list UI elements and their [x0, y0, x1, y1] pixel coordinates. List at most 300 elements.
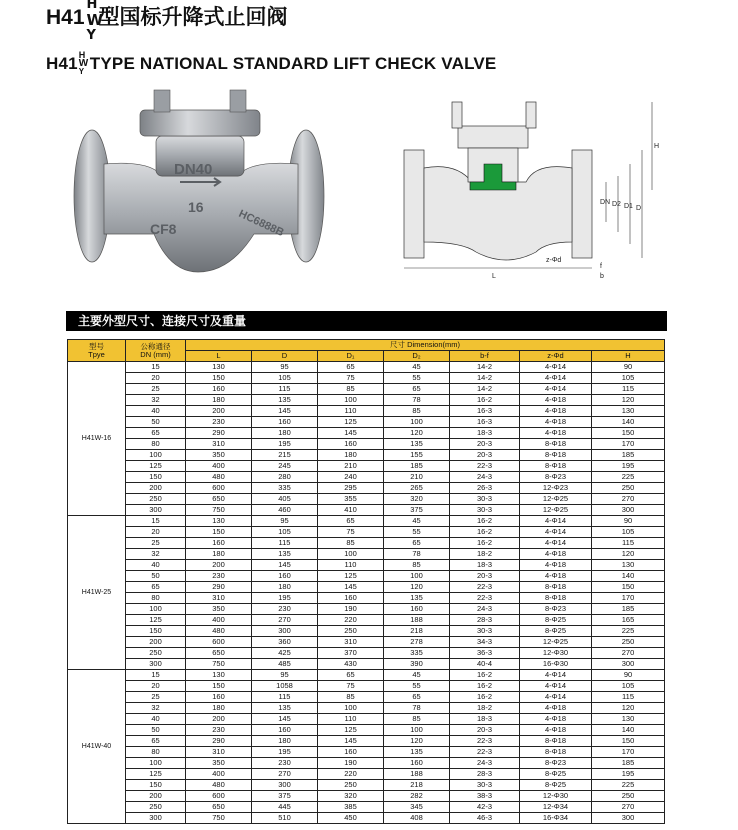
table-cell: 115	[252, 538, 318, 549]
table-cell: 300	[592, 505, 665, 516]
th-d1: D₁	[318, 351, 384, 362]
table-cell: 18-2	[450, 549, 520, 560]
th-h: H	[592, 351, 665, 362]
table-cell: 160	[384, 604, 450, 615]
table-cell: 510	[252, 813, 318, 824]
table-cell: 80	[126, 747, 186, 758]
table-cell: 125	[126, 615, 186, 626]
table-cell: 34-3	[450, 637, 520, 648]
table-cell: 320	[318, 791, 384, 802]
table-cell: 105	[592, 527, 665, 538]
table-cell: 185	[592, 758, 665, 769]
table-row	[68, 450, 665, 461]
table-cell: 115	[592, 692, 665, 703]
table-cell: 8-Φ25	[520, 780, 592, 791]
table-cell: 130	[186, 516, 252, 527]
table-cell: 100	[126, 604, 186, 615]
table-cell: 20	[126, 681, 186, 692]
table-cell: 55	[384, 681, 450, 692]
table-cell: 4-Φ14	[520, 362, 592, 373]
table-cell: 215	[252, 450, 318, 461]
svg-text:b: b	[600, 273, 604, 280]
table-cell: 65	[384, 692, 450, 703]
table-cell: 120	[592, 549, 665, 560]
table-cell: 45	[384, 516, 450, 527]
table-row	[68, 703, 665, 714]
table-cell: 4-Φ18	[520, 406, 592, 417]
table-cell: 16-2	[450, 670, 520, 681]
th-dimension: 尺寸 Dimension(mm)	[186, 340, 665, 351]
table-row	[68, 439, 665, 450]
title-en-text: TYPE NATIONAL STANDARD LIFT CHECK VALVE	[89, 54, 497, 73]
table-cell: 145	[252, 714, 318, 725]
table-cell: 8-Φ18	[520, 747, 592, 758]
table-cell: 8-Φ23	[520, 472, 592, 483]
table-cell: 750	[186, 505, 252, 516]
table-cell: 300	[592, 659, 665, 670]
th-zd: z-Φd	[520, 351, 592, 362]
svg-text:D2: D2	[612, 201, 621, 208]
table-cell: 160	[186, 692, 252, 703]
table-cell: 20-3	[450, 450, 520, 461]
table-cell: 4-Φ14	[520, 384, 592, 395]
table-cell: 200	[126, 637, 186, 648]
table-cell: 300	[126, 813, 186, 824]
table-cell: 188	[384, 769, 450, 780]
table-cell: 135	[252, 395, 318, 406]
table-cell: 12-Φ30	[520, 648, 592, 659]
table-cell: 265	[384, 483, 450, 494]
table-cell: 16-3	[450, 406, 520, 417]
svg-text:D1: D1	[624, 203, 633, 210]
table-cell: 218	[384, 780, 450, 791]
table-row	[68, 549, 665, 560]
table-cell: 125	[318, 571, 384, 582]
table-cell: 15	[126, 516, 186, 527]
table-cell: 130	[186, 670, 252, 681]
table-cell: 85	[384, 406, 450, 417]
table-cell: 38-3	[450, 791, 520, 802]
table-cell: 190	[318, 604, 384, 615]
table-cell: 80	[126, 439, 186, 450]
table-cell: 300	[592, 813, 665, 824]
table-row	[68, 747, 665, 758]
table-cell: 100	[384, 571, 450, 582]
table-row	[68, 516, 665, 527]
table-cell: 110	[318, 560, 384, 571]
table-cell: 110	[318, 714, 384, 725]
table-cell: 165	[592, 615, 665, 626]
table-cell: 230	[186, 571, 252, 582]
svg-text:L: L	[492, 273, 496, 280]
table-cell: 25	[126, 384, 186, 395]
table-row	[68, 428, 665, 439]
table-cell: 4-Φ18	[520, 703, 592, 714]
table-cell: 180	[186, 395, 252, 406]
table-cell: 300	[126, 505, 186, 516]
table-cell: 75	[318, 681, 384, 692]
table-cell: 250	[126, 648, 186, 659]
table-cell: 100	[318, 549, 384, 560]
table-cell: 4-Φ18	[520, 725, 592, 736]
table-cell: 4-Φ14	[520, 670, 592, 681]
table-cell: 140	[592, 417, 665, 428]
table-cell: 18-3	[450, 714, 520, 725]
table-cell: 4-Φ18	[520, 560, 592, 571]
table-cell: 100	[126, 450, 186, 461]
th-bf: b-f	[450, 351, 520, 362]
table-cell: 20	[126, 527, 186, 538]
table-cell: 120	[384, 736, 450, 747]
table-row	[68, 604, 665, 615]
table-cell: 4-Φ14	[520, 527, 592, 538]
table-cell: 100	[384, 725, 450, 736]
table-cell: 180	[252, 736, 318, 747]
table-cell: 110	[318, 406, 384, 417]
table-cell: 22-3	[450, 593, 520, 604]
table-cell: 8-Φ25	[520, 626, 592, 637]
title-english: H41 H W Y TYPE NATIONAL STANDARD LIFT CHECK VALVE	[46, 50, 497, 76]
table-cell: 85	[318, 692, 384, 703]
table-cell: 270	[592, 648, 665, 659]
table-row	[68, 417, 665, 428]
table-cell: 85	[318, 384, 384, 395]
table-cell: 8-Φ18	[520, 439, 592, 450]
table-cell: 100	[318, 703, 384, 714]
table-cell: 95	[252, 516, 318, 527]
table-row	[68, 758, 665, 769]
table-cell: 90	[592, 362, 665, 373]
table-cell: 270	[252, 769, 318, 780]
table-cell: 14-2	[450, 362, 520, 373]
table-cell: 15	[126, 670, 186, 681]
table-cell: 225	[592, 472, 665, 483]
table-cell: 30-3	[450, 494, 520, 505]
table-row	[68, 791, 665, 802]
table-cell: 180	[252, 582, 318, 593]
table-cell: 160	[384, 758, 450, 769]
th-dn: 公称通径 DN (mm)	[126, 340, 186, 362]
table-cell: 480	[186, 472, 252, 483]
table-cell: 150	[126, 626, 186, 637]
table-cell: 14-2	[450, 373, 520, 384]
table-cell: 130	[592, 560, 665, 571]
table-cell: 22-3	[450, 747, 520, 758]
type-cell: H41W-16	[68, 362, 126, 516]
table-cell: 295	[318, 483, 384, 494]
th-d: D	[252, 351, 318, 362]
page-header	[46, 0, 497, 76]
table-cell: 4-Φ14	[520, 538, 592, 549]
model-code-stack: H W Y	[86, 0, 104, 43]
table-cell: 22-3	[450, 736, 520, 747]
table-cell: 650	[186, 494, 252, 505]
table-cell: 150	[592, 736, 665, 747]
table-cell: 65	[384, 538, 450, 549]
table-cell: 130	[592, 406, 665, 417]
table-cell: 310	[318, 637, 384, 648]
table-row	[68, 659, 665, 670]
table-cell: 65	[318, 516, 384, 527]
table-row	[68, 505, 665, 516]
body-mark-dn: DN40	[174, 161, 213, 178]
table-row	[68, 593, 665, 604]
dimension-table	[67, 339, 665, 824]
table-cell: 278	[384, 637, 450, 648]
table-cell: 250	[592, 791, 665, 802]
table-cell: 4-Φ18	[520, 417, 592, 428]
table-cell: 445	[252, 802, 318, 813]
body-mark-material: CF8	[150, 221, 177, 237]
table-cell: 160	[186, 384, 252, 395]
table-cell: 650	[186, 802, 252, 813]
table-cell: 4-Φ18	[520, 549, 592, 560]
table-cell: 195	[252, 439, 318, 450]
table-cell: 95	[252, 670, 318, 681]
table-cell: 290	[186, 428, 252, 439]
body-mark-pressure: 16	[188, 199, 204, 215]
table-cell: 125	[318, 417, 384, 428]
table-cell: 30-3	[450, 780, 520, 791]
table-cell: 425	[252, 648, 318, 659]
table-cell: 195	[252, 747, 318, 758]
table-cell: 135	[252, 549, 318, 560]
table-cell: 16-2	[450, 527, 520, 538]
table-cell: 12-Φ25	[520, 494, 592, 505]
table-cell: 85	[384, 560, 450, 571]
table-cell: 145	[252, 560, 318, 571]
table-cell: 45	[384, 670, 450, 681]
table-row	[68, 670, 665, 681]
table-cell: 160	[252, 417, 318, 428]
table-cell: 485	[252, 659, 318, 670]
table-cell: 90	[592, 516, 665, 527]
table-cell: 78	[384, 703, 450, 714]
table-cell: 200	[186, 560, 252, 571]
table-row	[68, 736, 665, 747]
table-cell: 290	[186, 736, 252, 747]
table-cell: 410	[318, 505, 384, 516]
table-cell: 160	[318, 593, 384, 604]
table-cell: 150	[186, 373, 252, 384]
table-cell: 400	[186, 461, 252, 472]
table-cell: 18-3	[450, 428, 520, 439]
valve-drawing	[396, 92, 686, 287]
table-cell: 22-3	[450, 582, 520, 593]
table-cell: 26-3	[450, 483, 520, 494]
table-cell: 4-Φ18	[520, 428, 592, 439]
table-row	[68, 472, 665, 483]
table-cell: 4-Φ14	[520, 373, 592, 384]
table-cell: 600	[186, 483, 252, 494]
table-cell: 16-Φ34	[520, 813, 592, 824]
table-cell: 160	[252, 725, 318, 736]
table-cell: 8-Φ18	[520, 593, 592, 604]
table-cell: 230	[252, 758, 318, 769]
table-cell: 225	[592, 626, 665, 637]
table-cell: 320	[384, 494, 450, 505]
table-cell: 600	[186, 791, 252, 802]
table-cell: 78	[384, 395, 450, 406]
table-cell: 750	[186, 659, 252, 670]
section-title: 主要外型尺寸、连接尺寸及重量	[66, 311, 667, 331]
table-cell: 8-Φ18	[520, 461, 592, 472]
table-cell: 75	[318, 527, 384, 538]
table-row	[68, 769, 665, 780]
table-cell: 95	[252, 362, 318, 373]
table-cell: 355	[318, 494, 384, 505]
type-cell: H41W-25	[68, 516, 126, 670]
table-cell: 188	[384, 615, 450, 626]
table-cell: 310	[186, 747, 252, 758]
table-cell: 150	[592, 582, 665, 593]
table-cell: 115	[592, 384, 665, 395]
table-row	[68, 615, 665, 626]
table-cell: 200	[126, 791, 186, 802]
table-cell: 225	[592, 780, 665, 791]
table-cell: 20-3	[450, 725, 520, 736]
table-cell: 18-3	[450, 560, 520, 571]
table-cell: 125	[318, 725, 384, 736]
table-cell: 145	[252, 406, 318, 417]
table-row	[68, 362, 665, 373]
table-cell: 105	[592, 681, 665, 692]
table-cell: 375	[252, 791, 318, 802]
title-chinese	[46, 0, 288, 50]
table-cell: 300	[252, 626, 318, 637]
table-cell: 65	[384, 384, 450, 395]
table-cell: 12-Φ23	[520, 483, 592, 494]
table-cell: 210	[384, 472, 450, 483]
table-cell: 120	[384, 428, 450, 439]
table-cell: 75	[318, 373, 384, 384]
table-cell: 200	[126, 483, 186, 494]
table-cell: 345	[384, 802, 450, 813]
table-cell: 46-3	[450, 813, 520, 824]
table-cell: 65	[126, 428, 186, 439]
table-cell: 65	[318, 362, 384, 373]
table-cell: 18-2	[450, 703, 520, 714]
table-cell: 65	[318, 670, 384, 681]
table-cell: 430	[318, 659, 384, 670]
table-cell: 16-2	[450, 692, 520, 703]
table-cell: 190	[318, 758, 384, 769]
table-cell: 200	[186, 714, 252, 725]
table-cell: 78	[384, 549, 450, 560]
table-cell: 4-Φ18	[520, 395, 592, 406]
table-cell: 16-2	[450, 395, 520, 406]
table-row	[68, 527, 665, 538]
table-cell: 20-3	[450, 439, 520, 450]
table-cell: 115	[252, 692, 318, 703]
table-cell: 185	[384, 461, 450, 472]
table-cell: 150	[126, 780, 186, 791]
table-cell: 335	[252, 483, 318, 494]
table-cell: 16-3	[450, 417, 520, 428]
table-row	[68, 384, 665, 395]
table-cell: 750	[186, 813, 252, 824]
svg-text:z-Φd: z-Φd	[546, 257, 562, 264]
svg-text:f: f	[600, 263, 602, 270]
table-cell: 250	[592, 637, 665, 648]
table-cell: 22-3	[450, 461, 520, 472]
table-cell: 390	[384, 659, 450, 670]
table-cell: 30-3	[450, 626, 520, 637]
table-cell: 120	[592, 395, 665, 406]
table-cell: 8-Φ23	[520, 604, 592, 615]
table-cell: 125	[126, 461, 186, 472]
table-cell: 310	[186, 439, 252, 450]
table-cell: 120	[384, 582, 450, 593]
table-cell: 145	[318, 736, 384, 747]
table-cell: 600	[186, 637, 252, 648]
table-cell: 36-3	[450, 648, 520, 659]
table-cell: 32	[126, 703, 186, 714]
table-cell: 32	[126, 395, 186, 406]
table-cell: 170	[592, 439, 665, 450]
table-cell: 115	[592, 538, 665, 549]
table-cell: 100	[126, 758, 186, 769]
title-cn-text: 型国标升降式止回阀	[98, 5, 288, 29]
table-row	[68, 637, 665, 648]
table-cell: 185	[592, 450, 665, 461]
table-cell: 350	[186, 604, 252, 615]
table-cell: 4-Φ18	[520, 714, 592, 725]
table-cell: 16-Φ30	[520, 659, 592, 670]
table-cell: 245	[252, 461, 318, 472]
table-cell: 150	[592, 428, 665, 439]
table-cell: 290	[186, 582, 252, 593]
table-cell: 350	[186, 758, 252, 769]
table-cell: 16-2	[450, 681, 520, 692]
table-cell: 25	[126, 692, 186, 703]
table-cell: 180	[252, 428, 318, 439]
table-cell: 130	[186, 362, 252, 373]
table-row	[68, 494, 665, 505]
table-row	[68, 802, 665, 813]
table-cell: 360	[252, 637, 318, 648]
table-cell: 460	[252, 505, 318, 516]
table-cell: 270	[592, 494, 665, 505]
table-row	[68, 373, 665, 384]
table-cell: 1058	[252, 681, 318, 692]
table-cell: 170	[592, 747, 665, 758]
table-cell: 135	[384, 747, 450, 758]
table-cell: 4-Φ18	[520, 571, 592, 582]
table-cell: 16-2	[450, 516, 520, 527]
table-cell: 30-3	[450, 505, 520, 516]
table-cell: 160	[186, 538, 252, 549]
table-cell: 24-3	[450, 472, 520, 483]
table-cell: 40	[126, 560, 186, 571]
table-cell: 480	[186, 780, 252, 791]
table-cell: 408	[384, 813, 450, 824]
table-cell: 40-4	[450, 659, 520, 670]
table-cell: 250	[126, 802, 186, 813]
table-cell: 335	[384, 648, 450, 659]
table-row	[68, 626, 665, 637]
table-cell: 8-Φ25	[520, 769, 592, 780]
table-cell: 12-Φ34	[520, 802, 592, 813]
table-cell: 230	[252, 604, 318, 615]
table-cell: 145	[318, 582, 384, 593]
table-row	[68, 692, 665, 703]
model-code: H41	[46, 6, 85, 29]
table-row	[68, 461, 665, 472]
table-cell: 195	[592, 769, 665, 780]
table-cell: 480	[186, 626, 252, 637]
th-d2: D₂	[384, 351, 450, 362]
